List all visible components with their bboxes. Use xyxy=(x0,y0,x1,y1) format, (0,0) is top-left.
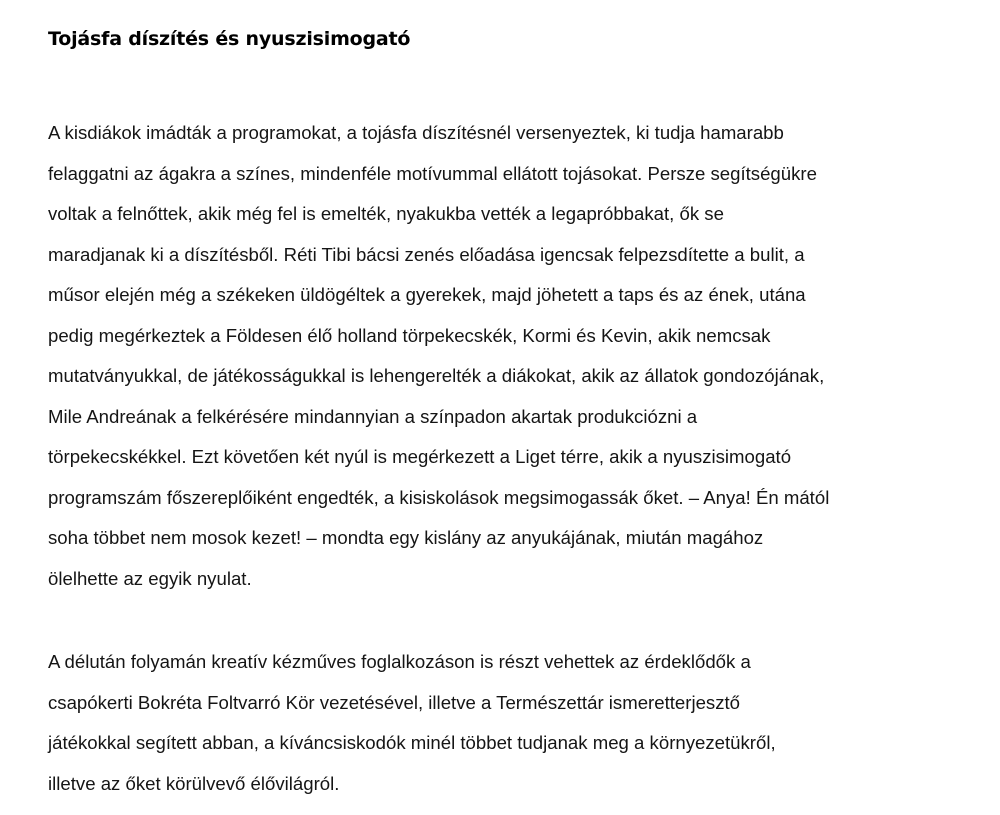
paragraph-line: ölelhette az egyik nyulat. xyxy=(48,567,252,589)
paragraph-line: pedig megérkeztek a Földesen élő holland törpekecskék, Kormi és Kevin, akik nemcsak xyxy=(48,324,771,346)
paragraph-line: műsor elején még a székeken üldögéltek a gyerekek, majd jöhetett a taps és az ének, utána xyxy=(48,284,806,305)
article-paragraph-1 xyxy=(48,113,988,599)
article xyxy=(48,24,988,804)
article-title: Tojásfa díszítés és nyuszisimogató xyxy=(48,28,411,50)
paragraph-line: játékokkal segített abban, a kíváncsiskodók minél többet tudjanak meg a környezetükről, xyxy=(48,732,776,753)
paragraph-line: programszám főszereplőiként engedték, a kisiskolások megsimogassák őket. – Anya! Én mától xyxy=(48,486,830,508)
paragraph-line: A kisdiákok imádták a programokat, a tojásfa díszítésnél versenyeztek, ki tudja hamarabb xyxy=(48,122,784,143)
paragraph-line: illetve az őket körülvevő élővilágról. xyxy=(48,772,340,794)
paragraph-line: Mile Andreának a felkérésére mindannyian a színpadon akartak produkciózni a xyxy=(48,405,698,427)
paragraph-line: törpekecskékkel. Ezt követően két nyúl is megérkezett a Liget térre, akik a nyuszisimogató xyxy=(48,446,792,467)
paragraph-line: csapókerti Bokréta Foltvarró Kör vezetésével, illetve a Természettár ismeretterjesztő xyxy=(48,691,741,713)
paragraph-line: soha többet nem mosok kezet! – mondta egy kislány az anyukájának, miután magához xyxy=(48,527,764,548)
article-paragraph-2 xyxy=(48,642,988,804)
paragraph-line: felaggatni az ágakra a színes, mindenféle motívummal ellátott tojásokat. Persze segítségükre xyxy=(48,162,817,184)
paragraph-line: maradjanak ki a díszítésből. Réti Tibi bácsi zenés előadása igencsak felpezsdítette a bulit, a xyxy=(48,243,805,265)
paragraph-line: mutatványukkal, de játékosságukkal is lehengerelték a diákokat, akik az állatok gondozójának, xyxy=(48,365,825,386)
paragraph-line: voltak a felnőttek, akik még fel is emelték, nyakukba vették a legapróbbakat, ők se xyxy=(48,203,724,224)
paragraph-line: A délután folyamán kreatív kézműves foglalkozáson is részt vehettek az érdeklődők a xyxy=(48,651,751,672)
